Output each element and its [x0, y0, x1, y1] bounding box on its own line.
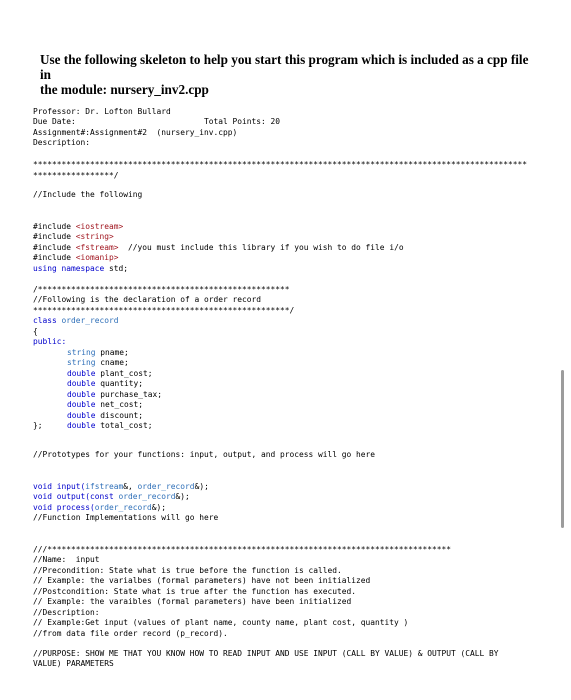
purpose-block [33, 638, 553, 680]
using-line [33, 264, 553, 275]
member-name: purchase_tax; [95, 389, 163, 399]
star-line-end: *****************/ [33, 170, 119, 180]
member-name: quantity; [95, 379, 144, 388]
prototype-type: order_record [94, 502, 152, 512]
include-line [33, 222, 553, 233]
member-name: net_cost; [95, 400, 144, 409]
total-points-label: Total Points: 20 [204, 117, 281, 126]
member-type: double [67, 379, 96, 388]
class-star-start: /***************************************************** [33, 284, 290, 294]
member-type: string [67, 358, 96, 367]
doc-line: // Example: the varialbes (formal parameters) have not been initialized [33, 576, 371, 585]
include-lib: <fstream> [75, 242, 119, 252]
prototype-text: &); [194, 481, 209, 491]
public-label: public: [33, 337, 67, 346]
heading-line-2: the module: nursery_inv2.cpp [40, 82, 209, 97]
member-row [67, 348, 571, 359]
prototype-output [33, 492, 553, 503]
member-type: double [67, 400, 96, 409]
class-comment: //Following is the declaration of a order record [33, 295, 262, 304]
member-name: discount; [95, 410, 144, 420]
member-row [67, 379, 571, 390]
doc-line: //from data file order record (p_record). [33, 628, 228, 638]
prototypes-comment: //Prototypes for your functions: input, output, and process will go here [33, 450, 376, 459]
class-close-brace: }; [33, 421, 43, 430]
prototype-text: &); [151, 502, 167, 512]
prototype-type: ifstream [85, 481, 124, 491]
prototype-text: void process( [33, 502, 95, 512]
assignment-heading [40, 52, 540, 97]
prototype-text: void input( [33, 481, 86, 491]
member-type: double [67, 421, 96, 430]
using-keyword: using namespace [33, 263, 105, 273]
purpose-line: VALUE) PARAMETERS [33, 659, 114, 668]
member-type: double [67, 368, 96, 378]
prototype-type: order_record [137, 481, 195, 491]
member-name: pname; [95, 347, 129, 357]
using-namespace: std; [104, 263, 129, 273]
class-keyword: class [33, 316, 57, 325]
class-open-brace: { [33, 326, 38, 336]
prototype-text: &); [175, 492, 190, 501]
description-label: Description: [33, 138, 91, 147]
purpose-line: //PURPOSE: SHOW ME THAT YOU KNOW HOW TO READ INPUT AND USE INPUT (CALL BY VALUE) & OUTPUT (CALL BY [33, 648, 499, 658]
include-directive: #include [33, 242, 76, 252]
due-date-label: Due Date: [33, 117, 76, 126]
member-type: string [67, 347, 96, 357]
member-row [67, 390, 571, 401]
include-note: //you must include this library if you wish to do file i/o [118, 242, 404, 252]
prototype-process [33, 503, 553, 514]
doc-line: //Description: [33, 607, 100, 617]
member-row [67, 400, 571, 411]
member-row [67, 411, 571, 422]
include-line [33, 232, 553, 243]
include-lib: <iomanip> [75, 253, 119, 262]
doc-line: //Postcondition: State what is true after the function has executed. [33, 586, 357, 596]
assignment-line: Assignment#:Assignment#2 (nursery_inv.cpp) [33, 127, 238, 137]
include-comment: //Include the following [33, 190, 143, 199]
include-directive: #include [33, 221, 76, 231]
include-line [33, 243, 553, 254]
due-date-line [33, 117, 553, 128]
prototype-type: order_record [118, 492, 176, 501]
doc-line: //Precondition: State what is true before the function is called. [33, 565, 342, 575]
include-line [33, 253, 553, 264]
member-name: total_cost; [95, 421, 153, 430]
member-row [67, 358, 571, 369]
doc-line: // Example:Get input (values of plant name, county name, plant cost, quantity ) [33, 618, 409, 627]
class-name: order_record [56, 316, 119, 325]
description-star-line [33, 160, 553, 181]
member-type: double [67, 410, 96, 420]
professor-line: Professor: Dr. Lofton Bullard [33, 106, 171, 116]
doc-line: // Example: the varaibles (formal parameters) have been initialized [33, 597, 352, 606]
prototype-text: &, [123, 481, 138, 491]
member-row [67, 369, 571, 380]
scrollbar-thumb[interactable] [561, 370, 564, 528]
include-lib: <string> [75, 232, 114, 241]
class-star-end: ******************************************************/ [33, 305, 295, 315]
doc-line: //Name: input [33, 555, 100, 564]
class-declaration [33, 316, 553, 327]
implementations-comment: //Function Implementations will go here [33, 513, 219, 522]
star-line-top: ******************************************************************************************************** [33, 160, 528, 169]
include-directive: #include [33, 253, 76, 262]
member-type: double [67, 389, 96, 399]
doc-star-line: ///************************************************************************************* [33, 544, 452, 554]
include-directive: #include [33, 232, 76, 241]
member-name: plant_cost; [95, 368, 153, 378]
member-name: cname; [95, 358, 129, 367]
prototype-text: void output(const [33, 492, 119, 501]
include-lib: <iostream> [75, 221, 124, 231]
heading-line-1: Use the following skeleton to help you start this program which is included as a cpp file in [40, 52, 529, 82]
prototype-input [33, 482, 553, 493]
doc-comment-block [33, 534, 553, 650]
